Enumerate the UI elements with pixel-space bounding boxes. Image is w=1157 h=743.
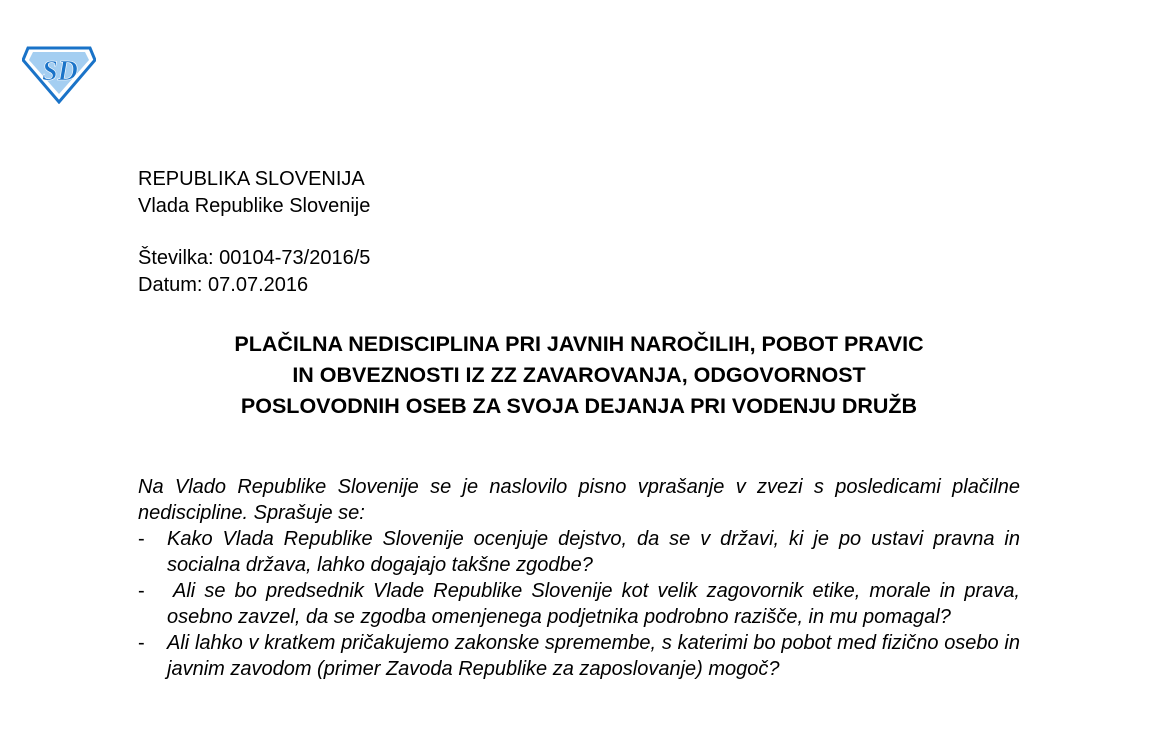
sd-logo-icon (22, 44, 96, 104)
bullet-dash: - (138, 580, 145, 602)
bullet-dash: - (138, 632, 145, 654)
question-text: Kako Vlada Republike Slovenije ocenjuje dejstvo, da se v državi, ki je po ustavi pravna in socialna država, lahko dogajajo takšne zgodbe? (167, 528, 1020, 576)
republic-name: REPUBLIKA SLOVENIJA (138, 168, 365, 190)
question-item (138, 630, 1020, 682)
question-text: Ali se bo predsednik Vlade Republike Slovenije kot velik zagovornik etike, morale in prava, osebno zavzel, da se zgodba omenjenega podjetnika podrobno razišče, in mu pomagal? (167, 580, 1020, 628)
document-number: Številka: 00104-73/2016/5 (138, 247, 371, 269)
document-date: Datum: 07.07.2016 (138, 274, 309, 296)
intro-paragraph: Na Vlado Republike Slovenije se je naslovilo pisno vprašanje v zvezi s posledicami plačilne nediscipline. Sprašuje se: (138, 476, 1020, 524)
title-line: POSLOVODNIH OSEB ZA SVOJA DEJANJA PRI VODENJU DRUŽB (240, 394, 918, 418)
bullet-dash: - (138, 528, 145, 550)
title-line: IN OBVEZNOSTI IZ ZZ ZAVAROVANJA, ODGOVORNOST (292, 363, 866, 387)
government-name: Vlada Republike Slovenije (138, 195, 371, 217)
svg-text:SD: SD (42, 56, 78, 87)
title-line: PLAČILNA NEDISCIPLINA PRI JAVNIH NAROČILIH, POBOT PRAVIC (234, 332, 924, 356)
question-item (138, 526, 1020, 578)
document-title (138, 329, 1020, 422)
document-body (138, 474, 1020, 682)
question-text: Ali lahko v kratkem pričakujemo zakonske spremembe, s katerimi bo pobot med fizično osebo in javnim zavodom (primer Zavoda Republike za zaposlovanje) mogoč? (167, 632, 1020, 680)
question-item (138, 578, 1020, 630)
